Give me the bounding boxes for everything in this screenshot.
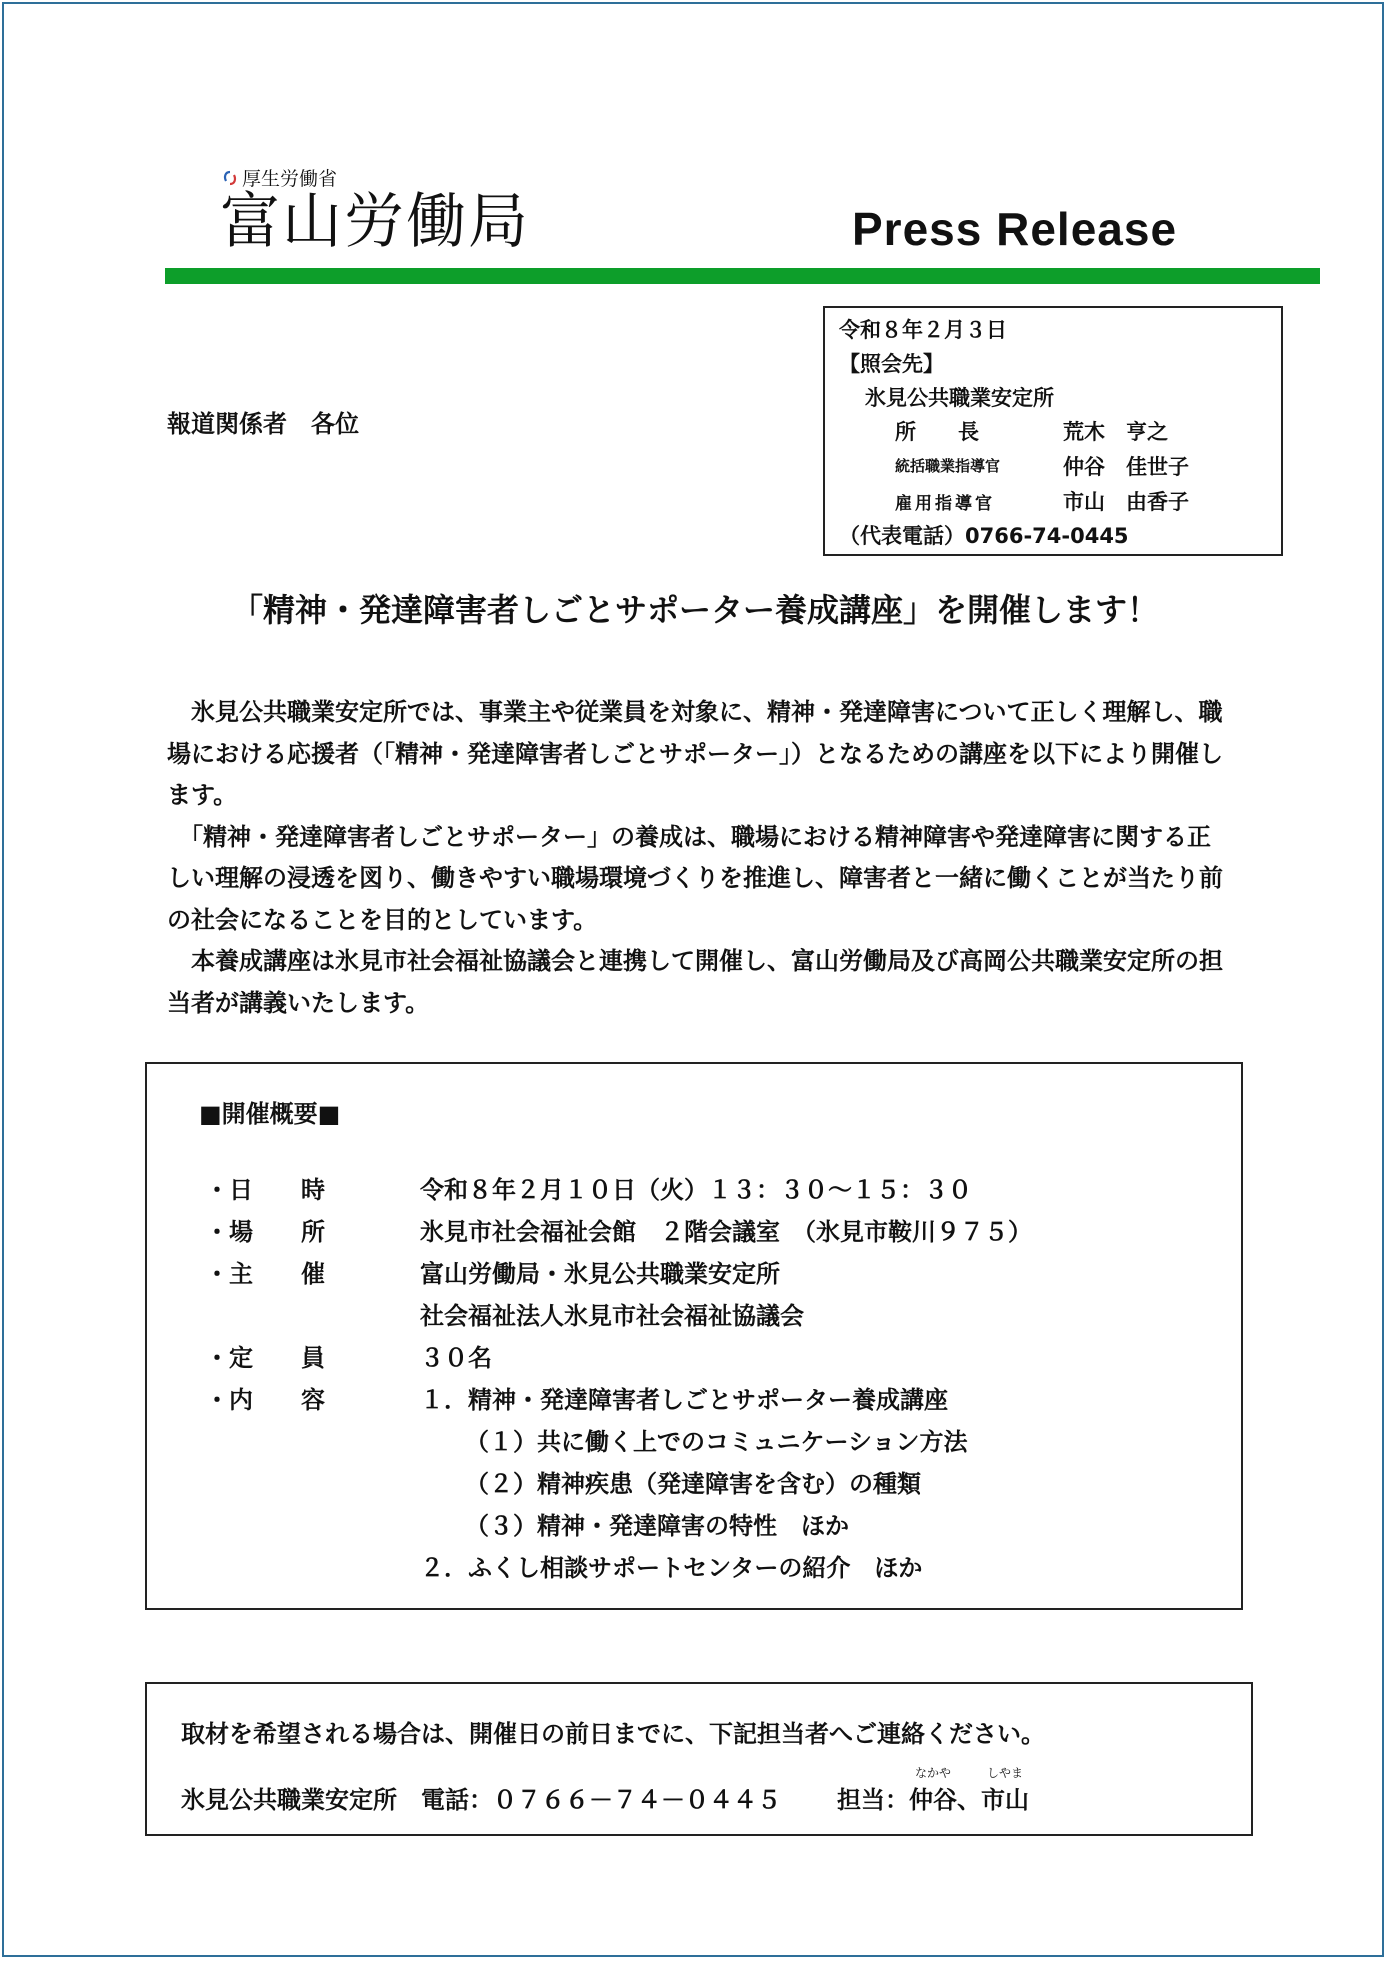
- contact-office: 氷見公共職業安定所: [865, 386, 1054, 410]
- overview-value: 富山労働局・氷見公共職業安定所: [420, 1260, 780, 1288]
- contact-phone: （代表電話）0766-74-0445: [839, 524, 1129, 548]
- contact-name: [909, 1766, 957, 1815]
- body-text: [167, 692, 1227, 1024]
- overview-item-2: ２．ふくし相談サポートセンターの紹介 ほか: [420, 1554, 923, 1582]
- press-note: 取材を希望される場合は、開催日の前日までに、下記担当者へご連絡ください。: [181, 1720, 1045, 1748]
- ministry-logo-icon: [222, 170, 238, 186]
- overview-row: [205, 1212, 1032, 1247]
- staff-name: 市山 由香子: [1063, 490, 1189, 514]
- bureau-name: 富山労働局: [220, 187, 530, 257]
- overview-label: ・主 催: [205, 1260, 325, 1288]
- overview-value: ３０名: [420, 1344, 492, 1372]
- press-contact-line: [181, 1766, 1029, 1815]
- contact-box: [823, 306, 1283, 556]
- press-office-phone: 氷見公共職業安定所 電話：０７６６－７４－０４４５: [181, 1786, 781, 1814]
- staff-title: 所 長: [895, 420, 979, 444]
- press-contact-box: [145, 1682, 1253, 1836]
- overview-heading: ■開催概要■: [199, 1100, 341, 1128]
- release-date: 令和８年２月３日: [839, 318, 1007, 342]
- body-paragraph: 本養成講座は氷見市社会福祉協議会と連携して開催し、富山労働局及び高岡公共職業安定所の担当者が講義いたします。: [167, 947, 1223, 1017]
- overview-row: [205, 1380, 948, 1415]
- overview-value: 氷見市社会福祉会館 ２階会議室 （氷見市鞍川９７５）: [420, 1218, 1032, 1246]
- overview-row: [205, 1170, 972, 1205]
- overview-sub-item: （３）精神・発達障害の特性 ほか: [465, 1512, 849, 1540]
- body-paragraph: 「精神・発達障害者しごとサポーター」の養成は、職場における精神障害や発達障害に関する正しい理解の浸透を図り、働きやすい職場環境づくりを推進し、障害者と一緒に働くことが当たり前の社会になることを目的としています。: [167, 822, 1223, 934]
- press-release-label: Press Release: [852, 203, 1178, 255]
- overview-label: ・日 時: [205, 1176, 325, 1204]
- overview-label: ・定 員: [205, 1344, 325, 1372]
- header-divider-bar: [165, 268, 1320, 284]
- body-paragraph: 氷見公共職業安定所では、事業主や従業員を対象に、精神・発達障害について正しく理解し、職場における応援者（「精神・発達障害者しごとサポーター」）となるための講座を以下により開催します。: [167, 698, 1223, 809]
- overview-value: １．精神・発達障害者しごとサポーター養成講座: [420, 1386, 948, 1414]
- staff-title: 雇用指導官: [895, 494, 995, 514]
- overview-row: [205, 1296, 804, 1331]
- overview-row: [205, 1338, 492, 1373]
- press-contact-label: 担当：: [837, 1786, 909, 1814]
- ministry-name: 厚生労働省: [242, 168, 338, 190]
- overview-sub-item: （１）共に働く上でのコミュニケーション方法: [465, 1428, 968, 1456]
- overview-value: 令和８年２月１０日（火）１３：３０～１５：３０: [420, 1176, 972, 1204]
- contact-name: [981, 1766, 1029, 1815]
- addressee: 報道関係者 各位: [167, 410, 359, 438]
- page-title: 「精神・発達障害者しごとサポーター養成講座」を開催します！: [230, 591, 1159, 629]
- contact-name-text: 市山: [981, 1786, 1029, 1814]
- staff-title: 統括職業指導官: [895, 457, 1001, 475]
- overview-value: 社会福祉法人氷見市社会福祉協議会: [420, 1302, 804, 1330]
- name-separator: 、: [957, 1786, 981, 1814]
- overview-sub-item: （２）精神疾患（発達障害を含む）の種類: [465, 1470, 921, 1498]
- overview-label: ・場 所: [205, 1218, 325, 1246]
- contact-name-ruby: しやま: [986, 1766, 1023, 1780]
- event-overview-box: [145, 1062, 1243, 1610]
- overview-row: [205, 1254, 780, 1289]
- staff-name: 荒木 亨之: [1063, 420, 1168, 444]
- contact-name-text: 仲谷: [909, 1786, 957, 1814]
- staff-name: 仲谷 佳世子: [1063, 455, 1189, 479]
- inquiry-label: 【照会先】: [839, 352, 944, 376]
- contact-name-ruby: なかや: [914, 1766, 951, 1780]
- overview-label: ・内 容: [205, 1386, 325, 1414]
